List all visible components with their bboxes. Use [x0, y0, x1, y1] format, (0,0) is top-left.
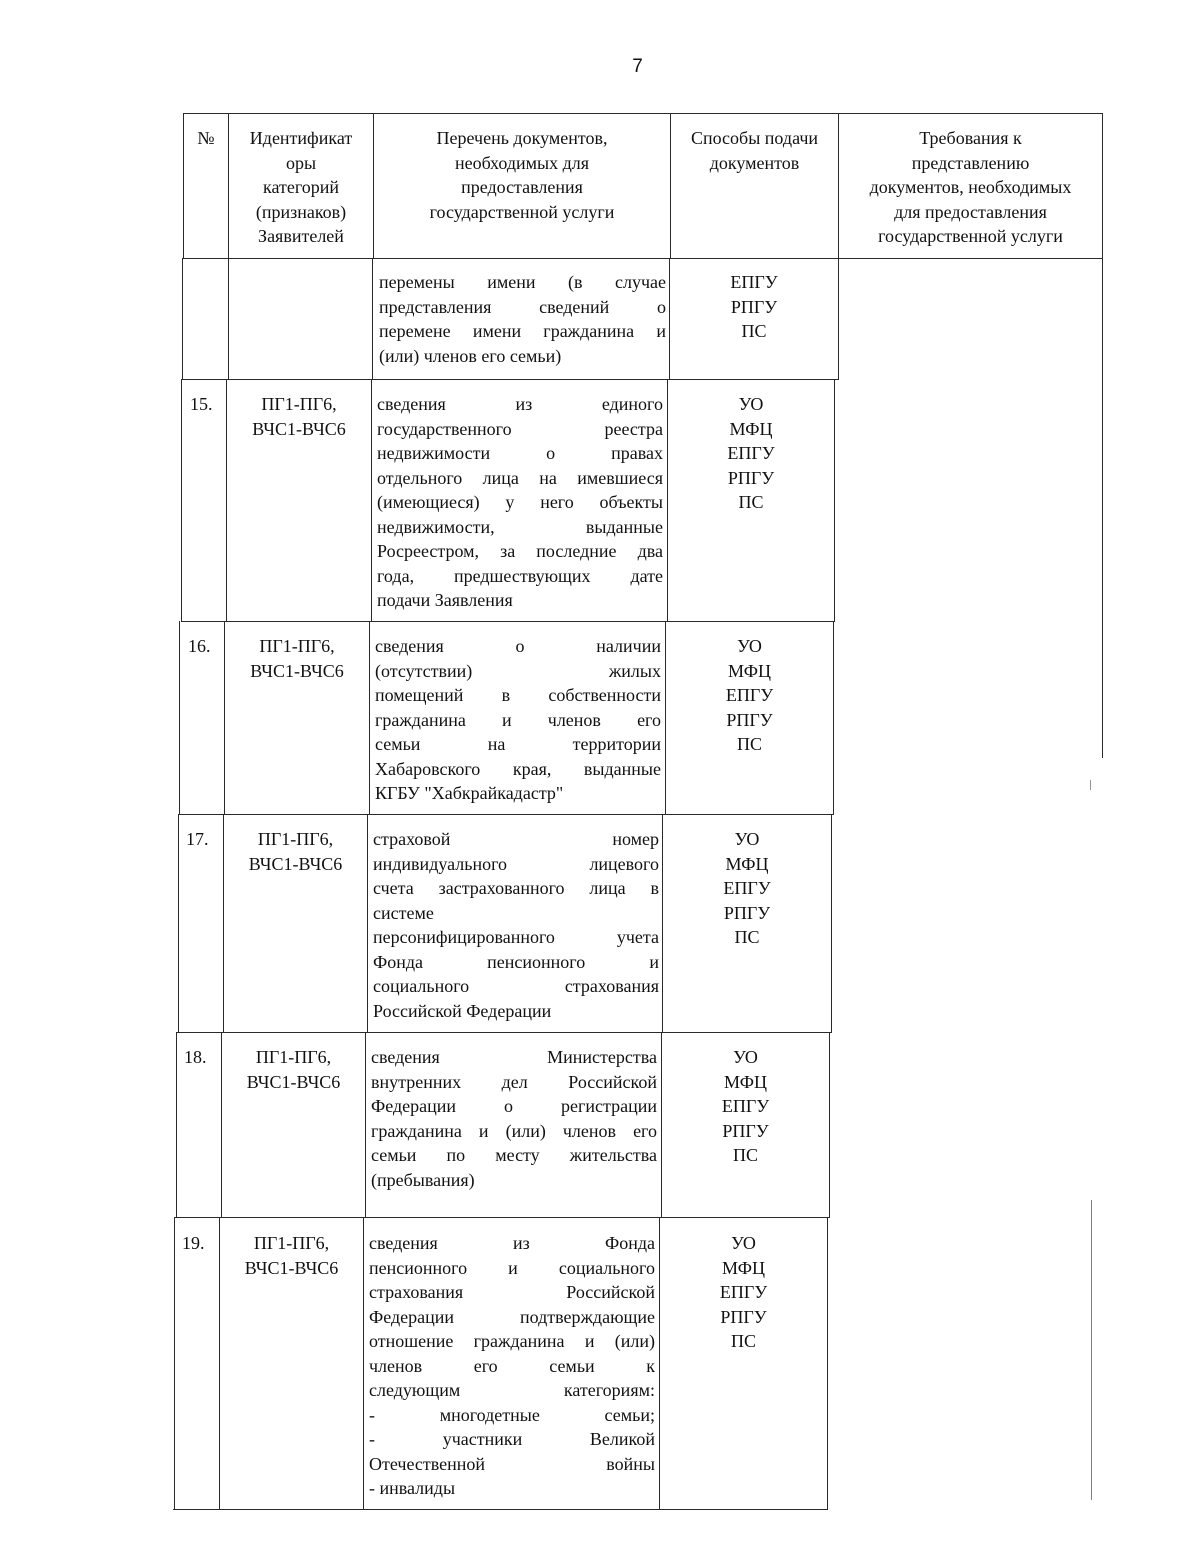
text-line: ЕПГУ: [723, 878, 771, 898]
text-line: ПС: [730, 1331, 756, 1351]
text-line: Федерации о регистрации: [371, 1096, 657, 1116]
text-line: сведения из единого: [377, 394, 663, 414]
text-line: предоставления: [461, 177, 583, 197]
text-line: сведения о наличии: [375, 636, 661, 656]
text-line: Федерации подтверждающие: [369, 1306, 655, 1327]
text-line: отдельного лица на имевшиеся: [377, 467, 663, 488]
text-line: КГБУ "Хабкрайкадастр": [375, 783, 564, 803]
row-documents: [371, 1045, 657, 1192]
row-documents: [379, 270, 666, 368]
text-line: - инвалиды: [369, 1478, 456, 1498]
text-line: ПГ1-ПГ6,: [257, 829, 334, 849]
text-line: ПС: [741, 321, 767, 341]
row-identifiers: [219, 1231, 364, 1280]
text-line: сведения Министерства: [371, 1047, 657, 1067]
text-line: Заявителей: [258, 226, 344, 246]
text-line: отношение гражданина и (или): [369, 1331, 655, 1351]
text-line: ПС: [736, 734, 762, 754]
text-line: для предоставления: [894, 201, 1047, 222]
header-methods: [670, 126, 839, 175]
text-line: МФЦ: [722, 1257, 765, 1278]
text-line: ПГ1-ПГ6,: [253, 1233, 330, 1253]
text-line: документов: [709, 152, 800, 173]
text-line: МФЦ: [729, 418, 773, 439]
header-identifiers: [228, 126, 374, 249]
text-line: МФЦ: [724, 1071, 767, 1092]
text-line: ПС: [738, 492, 764, 512]
row-identifiers: [224, 634, 370, 683]
text-line: Способы подачи: [690, 128, 819, 148]
text-line: УО: [737, 636, 762, 656]
text-line: гражданина и членов его: [375, 709, 661, 730]
text-line: сведения из Фонда: [369, 1233, 655, 1253]
text-line: необходимых для: [454, 152, 590, 173]
text-line: социального страхования: [373, 976, 659, 996]
text-line: ЕПГУ: [727, 443, 775, 463]
row-identifiers: [226, 392, 372, 441]
text-line: подачи Заявления: [377, 590, 513, 610]
text-line: РПГУ: [720, 1306, 767, 1327]
text-line: МФЦ: [728, 660, 771, 681]
text-line: категорий: [262, 177, 340, 197]
text-line: МФЦ: [725, 853, 769, 874]
text-line: РПГУ: [723, 902, 771, 923]
text-line: Российской Федерации: [373, 1000, 552, 1021]
text-line: следующим категориям:: [369, 1380, 655, 1400]
text-line: Фонда пенсионного и: [373, 951, 659, 972]
text-line: страховой номер: [373, 829, 659, 849]
text-line: ЕПГУ: [721, 1096, 770, 1116]
text-line: ВЧС1-ВЧС6: [252, 418, 346, 439]
text-line: представлению: [911, 152, 1030, 173]
text-line: Требования к: [919, 128, 1022, 148]
text-line: УО: [734, 829, 760, 849]
text-line: (признаков): [255, 201, 347, 222]
row-methods: [665, 634, 834, 757]
text-line: УО: [731, 1233, 756, 1253]
text-line: внутренних дел Российской: [371, 1071, 657, 1092]
text-line: ВЧС1-ВЧС6: [248, 853, 343, 874]
text-line: членов его семьи к: [369, 1355, 655, 1376]
text-line: гражданина и (или) членов его: [371, 1120, 657, 1141]
header-requirements: [838, 126, 1103, 249]
text-line: УО: [733, 1047, 758, 1067]
text-line: ВЧС1-ВЧС6: [244, 1257, 339, 1278]
text-line: (отсутствии) жилых: [375, 660, 661, 681]
text-line: (или) членов его семьи): [379, 345, 562, 366]
text-line: персонифицированного учета: [373, 927, 659, 947]
text-line: перемене имени гражданина и: [379, 321, 666, 341]
text-line: ПГ1-ПГ6,: [261, 394, 337, 414]
text-line: УО: [738, 394, 764, 414]
text-line: РПГУ: [727, 467, 775, 488]
row-documents: [369, 1231, 655, 1501]
row-identifiers: [223, 827, 368, 876]
text-line: (имеющиеся) у него объекты: [377, 492, 663, 512]
row-number: 19.: [182, 1233, 205, 1253]
text-line: Росреестром, за последние два: [377, 541, 663, 561]
text-line: ЕПГУ: [719, 1282, 768, 1302]
text-line: ЕПГУ: [725, 685, 774, 705]
text-line: Перечень документов,: [436, 128, 608, 148]
text-line: ПГ1-ПГ6,: [255, 1047, 332, 1067]
text-line: семьи по месту жительства: [371, 1145, 657, 1165]
text-line: (пребывания): [371, 1169, 475, 1190]
row-documents: [373, 827, 659, 1023]
text-line: Отечественной войны: [369, 1453, 655, 1474]
text-line: ПС: [732, 1145, 758, 1165]
text-line: документов, необходимых: [869, 177, 1072, 197]
text-line: Идентификат: [249, 128, 353, 148]
row-methods: [669, 270, 839, 344]
row-identifiers: [221, 1045, 366, 1094]
text-line: недвижимости о правах: [377, 443, 663, 463]
text-line: пенсионного и социального: [369, 1257, 655, 1278]
text-line: государственной услуги: [429, 201, 615, 222]
row-documents: [375, 634, 661, 806]
text-line: ПС: [734, 927, 760, 947]
text-line: года, предшествующих дате: [377, 565, 663, 586]
row-number: 17.: [186, 829, 209, 849]
text-line: - многодетные семьи;: [369, 1404, 655, 1425]
text-line: помещений в собственности: [375, 685, 661, 705]
text-line: ВЧС1-ВЧС6: [246, 1071, 341, 1092]
page-number: 7: [632, 56, 643, 77]
text-line: - участники Великой: [369, 1429, 655, 1449]
row-methods: [659, 1231, 828, 1354]
text-line: государственной услуги: [878, 226, 1063, 246]
text-line: РПГУ: [722, 1120, 769, 1141]
row-documents: [377, 392, 663, 613]
text-line: недвижимости, выданные: [377, 516, 663, 537]
header-documents: [373, 126, 671, 224]
text-line: системе: [373, 902, 434, 923]
text-line: страхования Российской: [369, 1282, 655, 1302]
header-number: №: [197, 128, 215, 148]
text-line: индивидуального лицевого: [373, 853, 659, 874]
text-line: ПГ1-ПГ6,: [259, 636, 335, 656]
row-methods: [661, 1045, 830, 1168]
text-line: счета застрахованного лица в: [373, 878, 659, 898]
row-number: 16.: [188, 636, 211, 656]
row-methods: [662, 827, 832, 950]
text-line: перемены имени (в случае: [379, 272, 666, 292]
text-line: оры: [285, 152, 317, 173]
text-line: представления сведений о: [379, 296, 666, 317]
text-line: ВЧС1-ВЧС6: [250, 660, 344, 681]
text-line: семьи на территории: [375, 734, 661, 754]
row-methods: [667, 392, 835, 515]
row-number: 15.: [190, 394, 213, 414]
text-line: ЕПГУ: [730, 272, 778, 292]
row-number: 18.: [184, 1047, 207, 1067]
text-line: государственного реестра: [377, 418, 663, 439]
text-line: Хабаровского края, выданные: [375, 758, 661, 779]
text-line: РПГУ: [730, 296, 778, 317]
text-line: РПГУ: [726, 709, 773, 730]
